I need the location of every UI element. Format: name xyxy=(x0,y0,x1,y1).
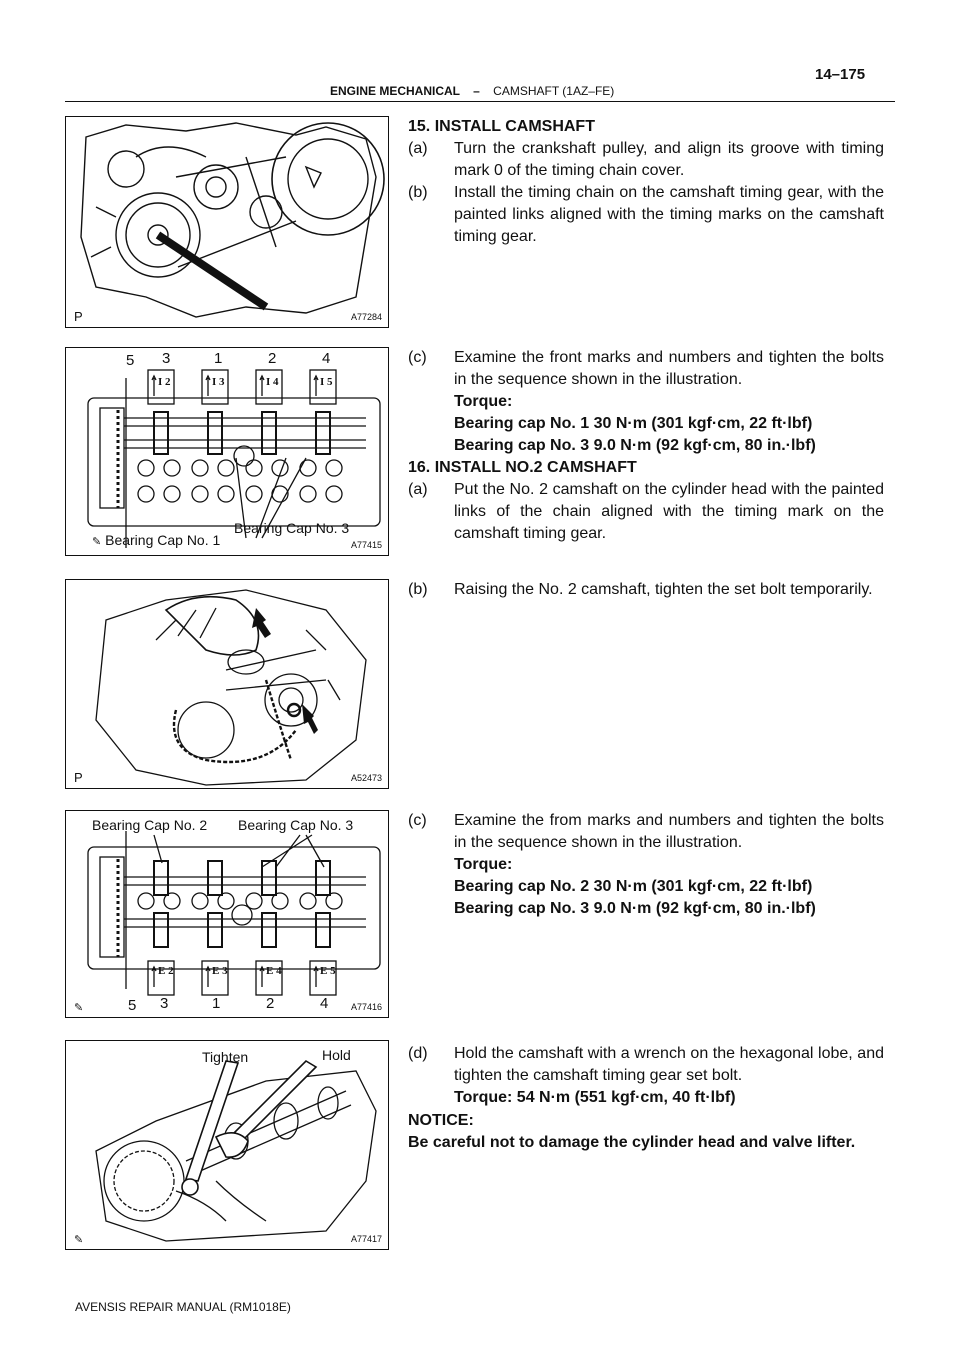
figure-code: A52473 xyxy=(350,773,382,783)
step-15-heading: 15. INSTALL CAMSHAFT xyxy=(408,118,595,135)
page-number: 14–175 xyxy=(815,66,866,83)
cap-tag: E 3 xyxy=(212,965,228,977)
cap-tag: I 2 xyxy=(158,376,171,388)
label-hold: Hold xyxy=(322,1047,351,1063)
notice-label: NOTICE: xyxy=(408,1112,474,1129)
torque-value: Bearing cap No. 3 9.0 N·m (92 kgf·cm, 80 in.·lbf) xyxy=(454,437,816,454)
raise-camshaft-drawing xyxy=(66,580,389,789)
cap-tag: E 5 xyxy=(320,965,336,977)
figure-mark: ✎ xyxy=(74,1002,84,1014)
step-16a xyxy=(408,479,884,545)
step-16b xyxy=(408,579,884,623)
footer: AVENSIS REPAIR MANUAL (RM1018E) xyxy=(75,1300,291,1314)
step-key: (b) xyxy=(408,581,428,598)
sequence-number: 3 xyxy=(160,995,169,1012)
figure-bearing-caps-exhaust xyxy=(65,810,389,1018)
step-text: Examine the from marks and numbers and tighten the bolts in the sequence shown in the illustration. xyxy=(454,812,884,851)
step-15b xyxy=(408,182,884,248)
cap-tag: E 4 xyxy=(266,965,282,977)
wrench-drawing xyxy=(66,1041,389,1250)
sequence-number: 2 xyxy=(268,350,277,367)
figure-mark-p: P xyxy=(74,309,83,324)
sequence-number: 4 xyxy=(320,995,329,1012)
bearing-cap-drawing-2 xyxy=(66,811,389,1018)
step-16c xyxy=(408,810,884,854)
figure-crankshaft-pulley xyxy=(65,116,389,328)
torque-value: Bearing cap No. 1 30 N·m (301 kgf·cm, 22 ft·lbf) xyxy=(454,415,813,432)
sequence-number: 5 xyxy=(128,997,137,1014)
step-16d xyxy=(408,1043,884,1087)
step-text: Raising the No. 2 camshaft, tighten the set bolt temporarily. xyxy=(454,581,873,598)
figure-code: A77284 xyxy=(350,312,382,322)
header-section xyxy=(330,84,614,98)
cap-tag: E 2 xyxy=(158,965,174,977)
torque-label: Torque: xyxy=(454,393,513,410)
header-rule xyxy=(65,101,895,102)
label-bearing-cap-no1 xyxy=(92,532,220,548)
step-text: Install the timing chain on the camshaft timing gear, with the painted links aligned with the timing marks on the camshaft timing gear. xyxy=(454,184,884,245)
torque-value: Bearing cap No. 3 9.0 N·m (92 kgf·cm, 80 in.·lbf) xyxy=(454,900,816,917)
label-bearing-cap-no1-text: Bearing Cap No. 1 xyxy=(105,532,221,548)
label-bearing-cap-no2: Bearing Cap No. 2 xyxy=(92,817,208,833)
figure-bearing-caps-intake xyxy=(65,347,389,556)
step-key: (c) xyxy=(408,349,427,366)
sequence-number: 3 xyxy=(162,350,171,367)
step-text: Turn the crankshaft pulley, and align its groove with timing mark 0 of the timing chain cover. xyxy=(454,140,884,179)
torque-label: Torque: xyxy=(454,856,513,873)
figure-wrench-tighten xyxy=(65,1040,389,1250)
figure-raise-camshaft xyxy=(65,579,389,789)
step-15a xyxy=(408,138,884,182)
step-15c xyxy=(408,347,884,391)
label-tighten: Tighten xyxy=(202,1049,249,1065)
header-separator: – xyxy=(473,84,480,98)
figure-code: A77416 xyxy=(350,1002,382,1012)
cap-tag: I 5 xyxy=(320,376,333,388)
figure-code: A77417 xyxy=(350,1234,382,1244)
sequence-number: 5 xyxy=(126,352,135,369)
pulley-drawing xyxy=(66,117,389,328)
figure-mark: ✎ xyxy=(74,1234,84,1246)
step-key: (b) xyxy=(408,184,428,201)
sequence-number: 1 xyxy=(214,350,223,367)
step-key: (a) xyxy=(408,140,428,157)
sequence-number: 4 xyxy=(322,350,331,367)
step-key: (a) xyxy=(408,481,428,498)
header-title: CAMSHAFT (1AZ–FE) xyxy=(493,84,615,98)
notice-text: Be careful not to damage the cylinder head and valve lifter. xyxy=(408,1134,856,1151)
step-key: (c) xyxy=(408,812,427,829)
sequence-number: 1 xyxy=(212,995,221,1012)
sequence-number: 2 xyxy=(266,995,275,1012)
step-text: Hold the camshaft with a wrench on the hexagonal lobe, and tighten the camshaft timing gear set bolt. xyxy=(454,1045,884,1084)
step-text: Put the No. 2 camshaft on the cylinder head with the painted links of the chain aligned with the timing mark on the camshaft timing gear. xyxy=(454,481,884,542)
label-bearing-cap-no3: Bearing Cap No. 3 xyxy=(238,817,354,833)
cap-tag: I 4 xyxy=(266,376,279,388)
step-text: Examine the front marks and numbers and tighten the bolts in the sequence shown in the illustration. xyxy=(454,349,884,388)
figure-mark: ✎ xyxy=(92,536,102,548)
step-16-heading: 16. INSTALL NO.2 CAMSHAFT xyxy=(408,459,637,476)
figure-code: A77415 xyxy=(350,540,382,550)
label-bearing-cap-no3: Bearing Cap No. 3 xyxy=(234,520,350,536)
header-section-text: ENGINE MECHANICAL xyxy=(330,84,460,98)
cap-tag: I 3 xyxy=(212,376,225,388)
step-key: (d) xyxy=(408,1045,428,1062)
torque-value: Torque: 54 N·m (551 kgf·cm, 40 ft·lbf) xyxy=(454,1089,736,1106)
figure-mark-p: P xyxy=(74,770,83,785)
torque-value: Bearing cap No. 2 30 N·m (301 kgf·cm, 22 ft·lbf) xyxy=(454,878,813,895)
